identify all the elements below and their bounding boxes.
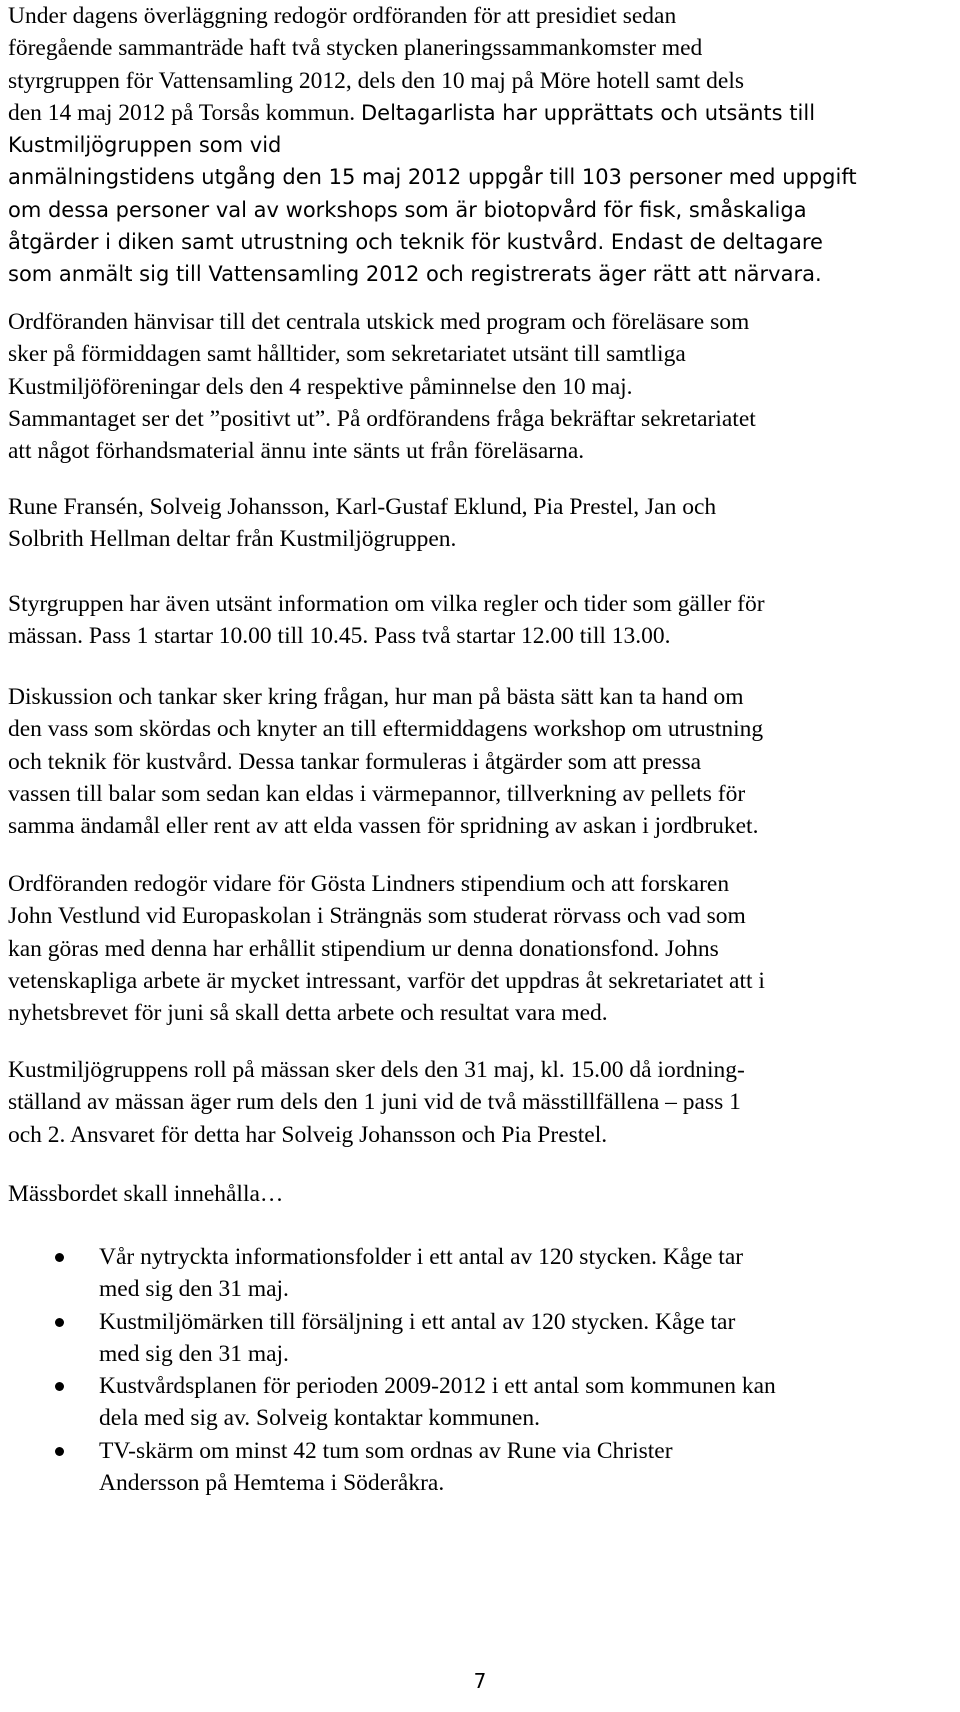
paragraph-participants-list: Rune Fransén, Solveig Johansson, Karl-Gustaf Eklund, Pia Prestel, Jan och Solbrith Hellman deltar från Kustmiljögruppen.: [8, 494, 717, 553]
bullet-icon: [55, 1253, 64, 1262]
paragraph-fair-rules: Styrgruppen har även utsänt information om vilka regler och tider som gäller för mässan. Pass 1 startar 10.00 till 10.45. Pass två startar 12.00 till 13.00.: [8, 591, 765, 650]
bullet-icon: [55, 1318, 64, 1327]
paragraph-text: Under dagens överläggning redogör ordföranden för att presidiet sedan föregående sammanträde haft två stycken planeringssammankomster med styrgruppen för Vattensamling 2012, dels den 10 maj på Möre hotell samt dels den 14 maj 2012 på Torsås kommun.: [8, 3, 744, 126]
paragraph-fair-table-intro: Mässbordet skall innehålla…: [8, 1181, 284, 1207]
paragraph-scholarship: Ordföranden redogör vidare för Gösta Lindners stipendium och att forskaren John Vestlund vid Europaskolan i Strängnäs som studerat rörvass och vad som kan göras med denna har erhållit stipendium ur denna donationsfond. Johns vetenskapliga arbete är mycket intressant, varför det uppdras åt sekretariatet att i nyhetsbrevet för juni så skall detta arbete och resultat vara med.: [8, 871, 765, 1027]
list-item: [8, 1306, 952, 1371]
list-item: [8, 1435, 952, 1500]
list-item-text: Kustmiljömärken till försäljning i ett antal av 120 stycken. Kåge tar med sig den 31 maj.: [99, 1308, 736, 1367]
paragraph-program-mailing: Ordföranden hänvisar till det centrala utskick med program och föreläsare som sker på förmiddagen samt hålltider, som sekretariatet utsänt till samtliga Kustmiljöföreningar dels den 4 respektive påminnelse den 10 maj. Sammantaget ser det ”positivt ut”. På ordförandens fråga bekräftar sekretariatet att något förhandsmaterial ännu inte sänts ut från föreläsarna.: [8, 309, 756, 465]
paragraph-fair-role: Kustmiljögruppens roll på mässan sker dels den 31 maj, kl. 15.00 då iordning- ställand av mässan äger rum dels den 1 juni vid de två mässtillfällena – pass 1 och 2. Ansvaret för detta har Solveig Johansson och Pia Prestel.: [8, 1057, 745, 1148]
paragraph-reed-discussion: Diskussion och tankar sker kring frågan, hur man på bästa sätt kan ta hand om den vass som skördas och knyter an till eftermiddagens workshop om utrustning och teknik för kustvård. Dessa tankar formuleras i åtgärder som att pressa vassen till balar som sedan kan eldas i värmepannor, tillverkning av pellets för samma ändamål eller rent av att elda vassen för spridning av askan i jordbruket.: [8, 684, 764, 840]
paragraph-planning-meetings: [8, 0, 952, 291]
page-number: 7: [473, 1669, 487, 1693]
fair-table-bullet-list: [8, 1241, 952, 1499]
bullet-icon: [55, 1447, 64, 1456]
list-item-text: TV-skärm om minst 42 tum som ordnas av Rune via Christer Andersson på Hemtema i Söderåkra.: [99, 1437, 673, 1497]
list-item: [8, 1370, 952, 1435]
list-item-text: Kustvårdsplanen för perioden 2009-2012 i ett antal som kommunen kan dela med sig av. Solveig kontaktar kommunen.: [99, 1373, 776, 1432]
list-item: [8, 1241, 952, 1306]
bullet-icon: [55, 1382, 64, 1391]
paragraph-text-participants: Deltagarlista har upprättats och utsänts till Kustmiljögruppen som vid anmälningstidens utgång den 15 maj 2012 uppgår till 103 personer med uppgift om dessa personer val av workshops som är biotopvård för fisk, småskaliga åtgärder i diken samt utrustning och teknik för kustvård. Endast de deltagare som anmält sig till Vattensamling 2012 och registrerats äger rätt att närvara.: [8, 100, 857, 287]
list-item-text: Vår nytryckta informationsfolder i ett antal av 120 stycken. Kåge tar med sig den 31 maj.: [99, 1244, 744, 1303]
